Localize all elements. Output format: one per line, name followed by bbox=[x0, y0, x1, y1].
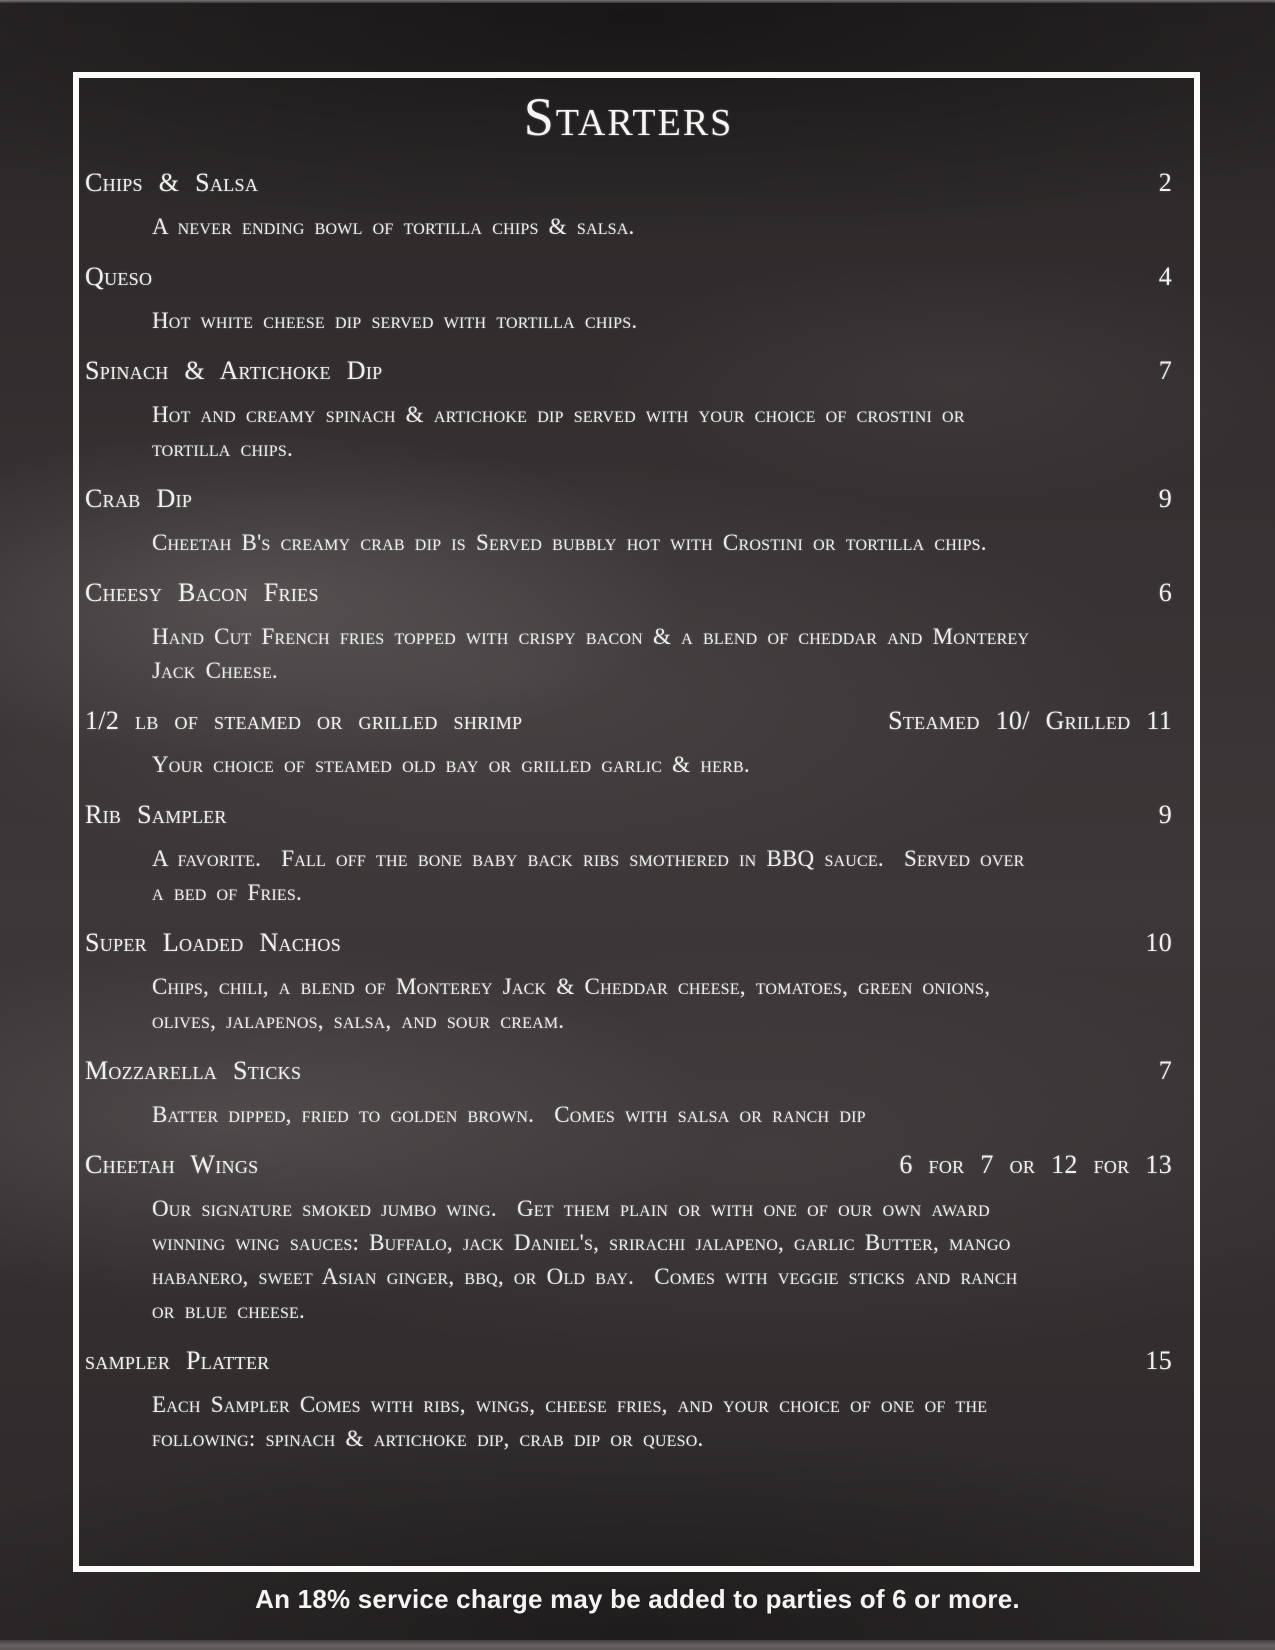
menu-item-description-line: winning wing sauces: Buffalo, jack Daniel's, srirachi jalapeno, garlic Butter, mango bbox=[152, 1230, 1011, 1255]
menu-item-description bbox=[152, 842, 1172, 910]
menu-item bbox=[85, 578, 1172, 688]
menu-item-header bbox=[85, 168, 1172, 198]
menu-item bbox=[85, 1346, 1172, 1456]
menu-item-price: 6 bbox=[1158, 578, 1172, 607]
menu-item-description-line: following: spinach & artichoke dip, crab dip or queso. bbox=[152, 1426, 704, 1451]
menu-item-name: Cheetah Wings bbox=[85, 1150, 259, 1179]
menu-item-name: Rib Sampler bbox=[85, 800, 227, 829]
menu-item bbox=[85, 356, 1172, 466]
menu-item bbox=[85, 800, 1172, 910]
menu-item-header bbox=[85, 706, 1172, 736]
menu-item-description-line: or blue cheese. bbox=[152, 1298, 305, 1323]
menu-item-price: 9 bbox=[1158, 484, 1172, 513]
menu-item-name: 1/2 lb of steamed or grilled shrimp bbox=[85, 706, 523, 735]
menu-item-description-line: Jack Cheese. bbox=[152, 658, 278, 683]
menu-item-description-line: a bed of Fries. bbox=[152, 880, 302, 905]
menu-item-description bbox=[152, 398, 1172, 466]
menu-item-description-line: Hand Cut French fries topped with crispy bacon & a blend of cheddar and Monterey bbox=[152, 624, 1030, 649]
menu-item-price: Steamed 10/ Grilled 11 bbox=[888, 706, 1172, 735]
menu-item-header bbox=[85, 484, 1172, 514]
menu-item bbox=[85, 1056, 1172, 1132]
menu-item bbox=[85, 928, 1172, 1038]
page-top-edge bbox=[0, 0, 1275, 3]
menu-item-description-line: olives, jalapenos, salsa, and sour cream. bbox=[152, 1008, 565, 1033]
menu-section-title: Starters bbox=[523, 87, 734, 147]
menu-item-price: 6 for 7 or 12 for 13 bbox=[899, 1150, 1172, 1179]
menu-item-description-line: A favorite. Fall off the bone baby back ribs smothered in BBQ sauce. Served over bbox=[152, 846, 1025, 871]
menu-item-description bbox=[152, 1388, 1172, 1456]
menu-item-description-line: tortilla chips. bbox=[152, 436, 293, 461]
menu-item-description bbox=[152, 1098, 1172, 1132]
menu-item-price: 2 bbox=[1158, 168, 1172, 197]
menu-item-name: sampler Platter bbox=[85, 1346, 270, 1375]
menu-item bbox=[85, 1150, 1172, 1328]
menu-item-description bbox=[152, 210, 1172, 244]
menu-items bbox=[85, 168, 1172, 1456]
menu-item-description-line: Each Sampler Comes with ribs, wings, cheese fries, and your choice of one of the bbox=[152, 1392, 988, 1417]
menu-item-description bbox=[152, 620, 1172, 688]
menu-item-name: Crab Dip bbox=[85, 484, 193, 513]
menu-item-name: Mozzarella Sticks bbox=[85, 1056, 302, 1085]
page-bottom-edge bbox=[0, 1640, 1275, 1650]
menu-item-header bbox=[85, 1150, 1172, 1180]
menu-item-description bbox=[152, 526, 1172, 560]
menu-item bbox=[85, 484, 1172, 560]
menu-item-description-line: habanero, sweet Asian ginger, bbq, or Old bay. Comes with veggie sticks and ranch bbox=[152, 1264, 1018, 1289]
menu-item-description-line: Chips, chili, a blend of Monterey Jack & Cheddar cheese, tomatoes, green onions, bbox=[152, 974, 991, 999]
menu-item-name: Chips & Salsa bbox=[85, 168, 259, 197]
menu-item-price: 7 bbox=[1158, 1056, 1172, 1085]
menu-item-header bbox=[85, 1056, 1172, 1086]
menu-item-price: 9 bbox=[1158, 800, 1172, 829]
menu-item-header bbox=[85, 262, 1172, 292]
menu-item-name: Queso bbox=[85, 262, 153, 291]
menu-item-description bbox=[152, 748, 1172, 782]
menu-item-description-line: A never ending bowl of tortilla chips & salsa. bbox=[152, 214, 635, 239]
menu-item-description-line: Your choice of steamed old bay or grilled garlic & herb. bbox=[152, 752, 750, 777]
menu-item-header bbox=[85, 356, 1172, 386]
menu-item-description bbox=[152, 304, 1172, 338]
menu-item bbox=[85, 262, 1172, 338]
menu-item-description-line: Batter dipped, fried to golden brown. Comes with salsa or ranch dip bbox=[152, 1102, 866, 1127]
menu-item-description-line: Hot white cheese dip served with tortilla chips. bbox=[152, 308, 638, 333]
menu-item-price: 15 bbox=[1145, 1346, 1172, 1375]
menu-item-description-line: Cheetah B's creamy crab dip is Served bubbly hot with Crostini or tortilla chips. bbox=[152, 530, 987, 555]
menu-item-price: 4 bbox=[1158, 262, 1172, 291]
menu-item-name: Spinach & Artichoke Dip bbox=[85, 356, 383, 385]
menu-item-header bbox=[85, 578, 1172, 608]
menu-item-header bbox=[85, 928, 1172, 958]
menu-item-name: Super Loaded Nachos bbox=[85, 928, 342, 957]
menu-item-description-line: Hot and creamy spinach & artichoke dip served with your choice of crostini or bbox=[152, 402, 965, 427]
menu-item-description bbox=[152, 1192, 1172, 1328]
menu-item-name: Cheesy Bacon Fries bbox=[85, 578, 319, 607]
menu-border-frame bbox=[73, 72, 1200, 1572]
menu-item-header bbox=[85, 800, 1172, 830]
menu-item bbox=[85, 706, 1172, 782]
service-charge-note: An 18% service charge may be added to parties of 6 or more. bbox=[255, 1584, 1020, 1614]
menu-item-description-line: Our signature smoked jumbo wing. Get them plain or with one of our own award bbox=[152, 1196, 990, 1221]
menu-item-price: 10 bbox=[1145, 928, 1172, 957]
menu-item-price: 7 bbox=[1158, 356, 1172, 385]
menu-item-description bbox=[152, 970, 1172, 1038]
menu-item-header bbox=[85, 1346, 1172, 1376]
menu-item bbox=[85, 168, 1172, 244]
